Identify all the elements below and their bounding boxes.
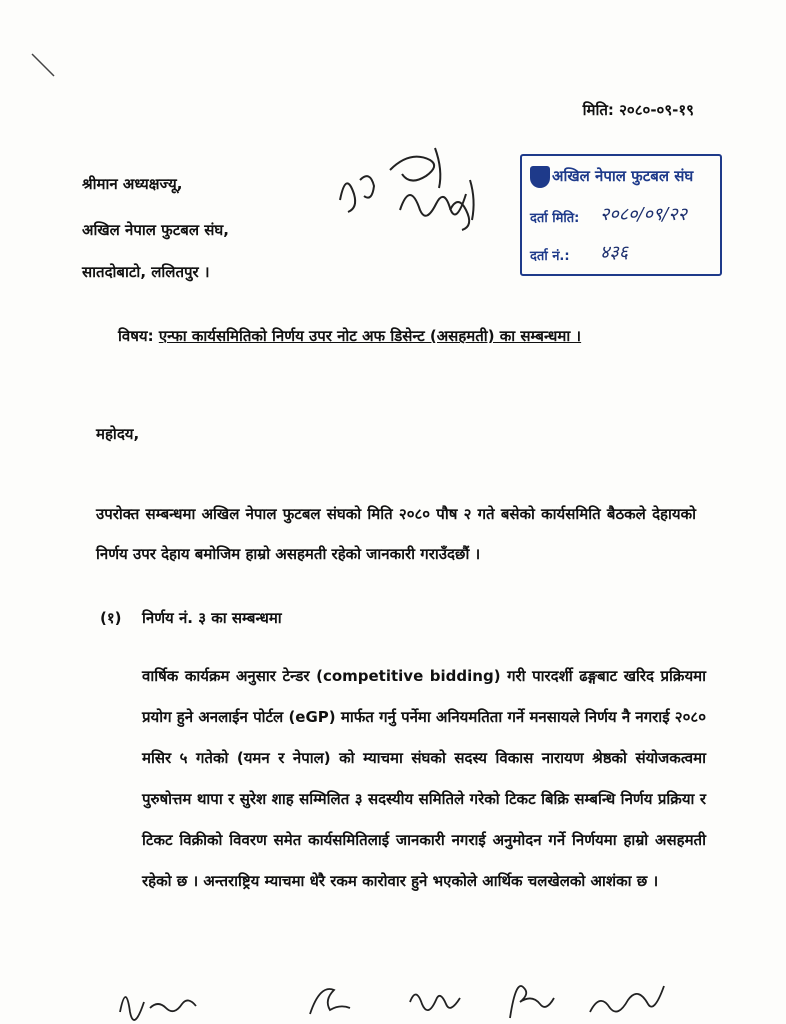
stamp-date-label: दर्ता मिति:	[530, 211, 580, 226]
stamp-number-value: ४३६	[600, 242, 629, 263]
letter-date: मिति: २०८०-०९-१९	[582, 101, 694, 119]
item-number: (१)	[100, 609, 122, 627]
addressee-line-3: सातदोबाटो, ललितपुर ।	[82, 263, 210, 281]
item-title: निर्णय नं. ३ का सम्बन्धमा	[142, 609, 282, 627]
handwritten-note	[330, 140, 500, 240]
subject-line	[118, 326, 581, 346]
signatures	[110, 972, 710, 1024]
subject-prefix: विषय:	[118, 327, 154, 345]
subject-text: एन्फा कार्यसमितिको निर्णय उपर नोट अफ डिसेन्ट (असहमती) का सम्बन्धमा ।	[158, 327, 582, 345]
item-body: वार्षिक कार्यक्रम अनुसार टेन्डर (competitive bidding) गरी पारदर्शी ढङ्गबाट खरिद प्रक्रियमा प्रयोग हुने अनलाईन पोर्टल (eGP) मार्फत गर्नु पर्नेमा अनियमतिता गर्ने मनसायले निर्णय नै नगराई २०८० मसिर ५ गतेको (यमन र नेपाल) को म्याचमा संघको सदस्य विकास नारायण श्रेष्ठको संयोजकत्वमा पुरुषोत्तम थापा र सुरेश शाह सम्मिलित ३ सदस्यीय समितिले गरेको टिकट बिक्रि सम्बन्धि निर्णय प्रक्रिया र टिकट विक्रीको विवरण समेत कार्यसमितिलाई जानकारी नगराई अनुमोदन गर्ने निर्णयमा हाम्रो असहमती रहेको छ । अन्तराष्ट्रिय म्याचमा धेरै रकम कारोवार हुने भएकोले आर्थिक चलखेलको आशंका छ ।	[142, 667, 706, 890]
stamp-number-row	[530, 246, 570, 264]
intro-paragraph: उपरोक्त सम्बन्धमा अखिल नेपाल फुटबल संघको मिति २०८० पौष २ गते बसेको कार्यसमिति बैठकले देहायको निर्णय उपर देहाय बमोजिम हाम्रो असहमती रहेको जानकारी गराउँदछौं ।	[96, 505, 696, 563]
addressee-line-1: श्रीमान अध्यक्षज्यू,	[82, 175, 183, 193]
pen-mark	[30, 50, 60, 80]
stamp-org-name: अखिल नेपाल फुटबल संघ	[552, 167, 694, 185]
stamp-number-label: दर्ता नं.:	[530, 249, 570, 264]
salutation: महोदय,	[96, 425, 140, 443]
stamp-date-value: २०८०/०९/२२	[600, 204, 688, 225]
stamp-date-row	[530, 208, 579, 226]
football-logo-icon	[530, 166, 550, 188]
addressee-line-2: अखिल नेपाल फुटबल संघ,	[82, 221, 229, 239]
registration-stamp	[520, 154, 722, 276]
